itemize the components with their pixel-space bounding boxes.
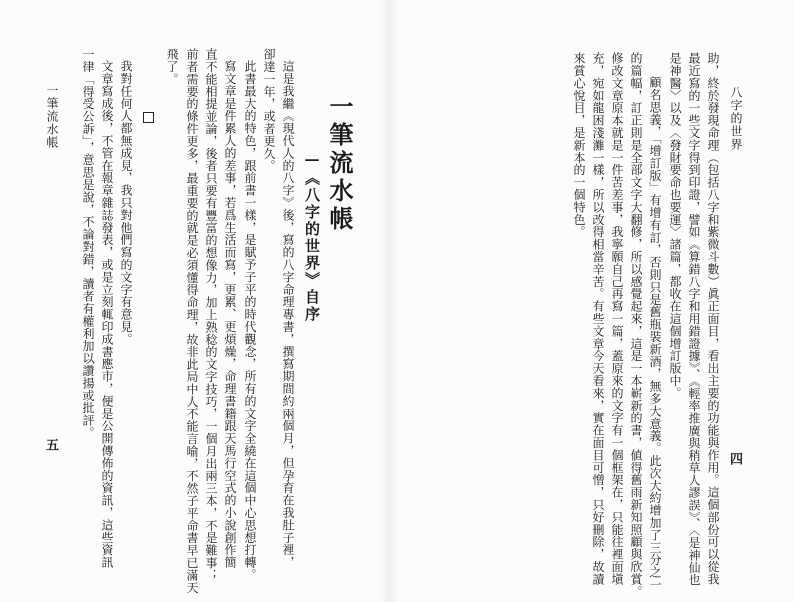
right-page-column-8: 來賞心悅目，是新本的一個特色。 [572,52,586,238]
essay-title: 一筆流水帳 [325,94,354,234]
right-page-number: 四 [727,452,742,465]
section-break-square [143,112,154,123]
right-page-column-7: 充，宛如龍困淺灘一樣，所以改得相當辛苦。有些文章今天看來，實在面目可憎，只好刪除，故讀 [591,52,605,586]
left-page-footer: 一筆流水帳 [45,84,59,149]
page-gutter [378,0,400,602]
right-page-column-6: 修改文章原本就是一件苦差事，我寧願自己再寫一篇，蓋原來的文字有一個框架在，只能往裡面塡 [610,52,624,586]
left-page-column-2: 卻達一年，或者更久。 [262,48,276,172]
right-page-column-3: 是神醫〉以及〈發財要命也要運〉諸篇，都收在這個增訂版中。 [668,52,682,400]
left-page-column-10: 一律「得受公訴」，意思是說，不論對錯，讀者有權利加以讚揚或批評。 [81,48,95,439]
left-page-column-3: 此書最大的特色，跟前書一樣，是賦予子平的時代觀念，所有的文字全繞在這個中心思想打轉。 [243,60,257,581]
left-page-number: 五 [43,438,58,451]
left-page-column-6: 前者需要的條件更多，最重要的就是必須懂得命理，故非此局中人不能言喻，不然子平命書早已滿天 [185,48,199,594]
left-page-column-9: 文章寫成後，不管在報章雜誌發表，或是立刻輒印成書應市，便是公開傳佈的資訊，這些資訊 [100,60,114,569]
right-page-column-5: 的篇幅，訂正則是全部文字大翻修，所以感覺起來，這是一本嶄新的書，値得舊雨新知照顧與欣賞。 [629,52,643,598]
left-page-column-1: 這是我繼《現代人的八字》後，寫的八字命理專書，撰寫期間約兩個月，但孕育在我肚子裡， [281,60,295,569]
left-page-column-8: 我對任何人都無成見，我只對他們寫的文字有意見。 [119,60,133,346]
left-page-column-4: 寫文章是件累人的差事，若爲生活而寫，更累、更煩燥，命理書籍跟天馬行空式的小說創作簡 [223,60,237,569]
essay-subtitle: —《八字的世界》自序 [303,150,321,323]
left-page-column-7: 飛了。 [165,48,179,86]
right-page-header: 八字的世界 [729,86,743,151]
right-page-column-1: 助，終於發現命理（包括八字和紫微斗數）眞正面目，看出主要的功能與作用。這個部份可以從我 [706,52,720,586]
right-page-column-4: 顧名思義，「增訂版」有增有訂，否則只是舊瓶裝新酒，無多大意義。此次大約增加了三分之一 [648,76,662,591]
right-page-column-2: 最近寫的一些文字得到印證，譬如《算錯八字和用錯證據》、《輕率推廣與稍草人謬誤》、〈是神仙也 [687,52,701,586]
left-page-column-5: 直不能相提並論，後者只要有豐富的想像力，加上熟稔的文字技巧，一個月出兩三本，不是難事； [204,48,218,582]
